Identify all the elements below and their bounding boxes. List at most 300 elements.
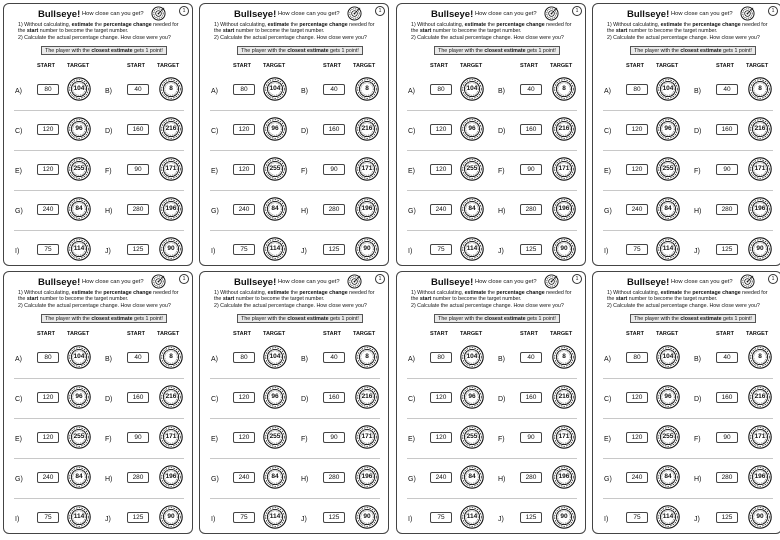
worksheet-title: Bullseye! [431,9,474,20]
target-value: 84 [271,205,279,212]
start-number-box: 75 [430,512,452,523]
target-value: 216 [165,393,177,400]
target-number [748,117,772,141]
target-value: 96 [75,125,83,132]
start-number-box: 75 [430,244,452,255]
problem-label: D) [694,396,702,403]
problem-row [397,339,585,379]
problem-label: C) [408,396,416,403]
problem-label: I) [211,248,216,255]
worksheet-subtitle: How close can you get? [671,11,733,17]
problem-label: A) [15,88,22,95]
problem-label: I) [408,516,413,523]
target-number [263,77,287,101]
target-value: 96 [468,125,476,132]
target-value: 255 [73,433,85,440]
problem-row [397,191,585,231]
problem-label: E) [15,168,22,175]
scoring-banner: The player with the closest estimate gets 1 point! [237,314,363,323]
start-number-box: 120 [430,392,452,403]
problem-label: F) [498,168,505,175]
instruction-2: 2) Calculate the actual percentage change. How close were you? [214,35,367,41]
problem-row [4,231,192,266]
problem-label: E) [211,168,218,175]
problem-label: H) [301,208,309,215]
target-number [67,237,91,261]
start-number-box: 80 [37,84,59,95]
target-number [656,385,680,409]
target-number [748,77,772,101]
start-number-box: 90 [127,164,149,175]
problem-row [593,231,780,266]
problem-label: J) [694,248,700,255]
target-number [355,77,379,101]
target-value: 104 [466,353,478,360]
problem-label: I) [211,516,216,523]
target-value: 8 [365,85,369,92]
problem-label: B) [694,88,701,95]
problem-label: J) [105,248,111,255]
card-number-badge: 1 [375,6,385,16]
target-value: 8 [169,353,173,360]
target-value: 114 [73,245,85,252]
target-icon [544,274,559,289]
start-number-box: 90 [716,432,738,443]
start-number-box: 40 [323,352,345,363]
problem-label: E) [604,436,611,443]
problem-row [200,499,388,534]
target-number [748,425,772,449]
target-value: 8 [365,353,369,360]
target-value: 90 [363,245,371,252]
problem-label: G) [15,208,23,215]
target-number [263,157,287,181]
problem-row [593,151,780,191]
problem-label: F) [105,168,112,175]
card-number-badge: 1 [179,274,189,284]
problem-label: I) [604,248,609,255]
target-value: 255 [73,165,85,172]
card-number-badge: 1 [375,274,385,284]
start-number-box: 240 [430,472,452,483]
problem-row [4,151,192,191]
problem-row [593,379,780,419]
target-value: 114 [269,513,281,520]
problem-label: D) [498,396,506,403]
start-number-box: 160 [323,392,345,403]
start-number-box: 160 [323,124,345,135]
problem-label: H) [694,476,702,483]
target-number [748,197,772,221]
problem-label: F) [498,436,505,443]
start-number-box: 90 [520,164,542,175]
target-number [460,505,484,529]
target-number [263,505,287,529]
problem-label: D) [301,128,309,135]
problem-label: B) [301,356,308,363]
target-number [552,425,576,449]
target-number [159,425,183,449]
target-number [552,197,576,221]
instruction-1: 1) Without calculating, estimate the percentage change needed for [607,290,768,296]
scoring-banner: The player with the closest estimate gets 1 point! [434,314,560,323]
start-number-box: 280 [520,204,542,215]
worksheet-title: Bullseye! [627,277,670,288]
column-header-start: START [430,331,448,337]
start-number-box: 160 [716,124,738,135]
start-number-box: 125 [127,512,149,523]
start-number-box: 40 [716,84,738,95]
target-icon [151,274,166,289]
target-value: 84 [664,205,672,212]
problem-row [200,339,388,379]
target-number [159,345,183,369]
problem-row [397,231,585,266]
column-header-start: START [233,331,251,337]
target-number [460,77,484,101]
target-number [460,425,484,449]
problem-label: D) [498,128,506,135]
scoring-banner: The player with the closest estimate gets 1 point! [630,46,756,55]
column-header-target: TARGET [263,63,286,69]
start-number-box: 75 [626,512,648,523]
target-value: 171 [754,433,766,440]
instruction-2: 2) Calculate the actual percentage change. How close were you? [607,35,760,41]
instruction-2: 2) Calculate the actual percentage change. How close were you? [214,303,367,309]
card-number-badge: 1 [768,6,778,16]
target-value: 96 [271,125,279,132]
worksheet-card [592,271,780,534]
column-header-target: TARGET [353,331,376,337]
target-value: 196 [361,473,373,480]
start-number-box: 90 [127,432,149,443]
problem-label: G) [15,476,23,483]
start-number-box: 120 [430,164,452,175]
target-value: 216 [165,125,177,132]
problem-label: C) [408,128,416,135]
target-value: 255 [466,165,478,172]
start-number-box: 125 [716,244,738,255]
problem-label: C) [211,128,219,135]
column-header-start: START [716,63,734,69]
problem-row [593,339,780,379]
problem-label: F) [694,436,701,443]
target-value: 90 [756,245,764,252]
start-number-box: 40 [520,352,542,363]
problem-label: C) [15,128,23,135]
start-number-box: 280 [323,472,345,483]
worksheet-subtitle: How close can you get? [82,279,144,285]
target-value: 90 [560,513,568,520]
target-number [355,345,379,369]
problem-row [397,419,585,459]
problem-label: C) [211,396,219,403]
worksheet-title: Bullseye! [234,277,277,288]
target-number [355,425,379,449]
target-value: 216 [754,393,766,400]
target-number [67,345,91,369]
column-header-start: START [430,63,448,69]
problem-label: I) [15,248,20,255]
target-number [67,117,91,141]
problem-label: A) [604,88,611,95]
start-number-box: 120 [626,124,648,135]
target-value: 8 [758,85,762,92]
worksheet-card [3,271,193,534]
target-number [552,157,576,181]
target-value: 196 [558,205,570,212]
target-number [552,77,576,101]
target-number [263,345,287,369]
target-value: 216 [754,125,766,132]
target-number [355,157,379,181]
start-number-box: 80 [626,352,648,363]
target-value: 216 [361,393,373,400]
start-number-box: 240 [626,204,648,215]
target-value: 96 [664,125,672,132]
start-number-box: 240 [626,472,648,483]
problem-row [200,419,388,459]
problem-label: A) [15,356,22,363]
instruction-1-continued: the start number to become the target number. [18,28,129,34]
problem-label: E) [604,168,611,175]
target-number [159,237,183,261]
instruction-1: 1) Without calculating, estimate the percentage change needed for [214,22,375,28]
target-value: 90 [167,245,175,252]
target-number [552,385,576,409]
target-value: 8 [758,353,762,360]
start-number-box: 80 [233,84,255,95]
worksheet-card [396,3,586,266]
target-value: 114 [73,513,85,520]
start-number-box: 120 [430,124,452,135]
target-number [460,157,484,181]
target-number [460,345,484,369]
start-number-box: 40 [520,84,542,95]
target-value: 196 [754,205,766,212]
scoring-banner: The player with the closest estimate gets 1 point! [41,314,167,323]
column-header-target: TARGET [353,63,376,69]
problem-label: F) [105,436,112,443]
start-number-box: 125 [127,244,149,255]
column-header-start: START [716,331,734,337]
target-value: 171 [165,433,177,440]
instruction-1: 1) Without calculating, estimate the percentage change needed for [607,22,768,28]
target-value: 90 [560,245,568,252]
problem-label: H) [694,208,702,215]
target-value: 114 [466,245,478,252]
column-header-target: TARGET [746,331,769,337]
target-value: 171 [165,165,177,172]
worksheet-subtitle: How close can you get? [82,11,144,17]
target-value: 104 [269,353,281,360]
start-number-box: 80 [233,352,255,363]
instruction-1-continued: the start number to become the target number. [607,296,718,302]
start-number-box: 120 [233,392,255,403]
start-number-box: 160 [127,124,149,135]
column-header-target: TARGET [550,63,573,69]
target-value: 171 [558,165,570,172]
start-number-box: 75 [233,512,255,523]
start-number-box: 120 [233,432,255,443]
target-number [67,505,91,529]
problem-label: A) [604,356,611,363]
problem-row [200,71,388,111]
target-number [656,345,680,369]
target-icon [544,6,559,21]
target-number [159,77,183,101]
column-header-start: START [37,63,55,69]
start-number-box: 280 [716,204,738,215]
target-value: 8 [562,353,566,360]
scoring-banner: The player with the closest estimate gets 1 point! [237,46,363,55]
target-value: 255 [269,165,281,172]
target-value: 196 [361,205,373,212]
problem-row [200,191,388,231]
start-number-box: 120 [37,164,59,175]
problem-label: G) [408,208,416,215]
target-value: 104 [269,85,281,92]
target-value: 216 [361,125,373,132]
problem-label: G) [211,476,219,483]
column-header-start: START [323,331,341,337]
start-number-box: 80 [430,352,452,363]
target-number [159,157,183,181]
problem-label: A) [408,88,415,95]
start-number-box: 120 [233,124,255,135]
problem-label: E) [408,436,415,443]
instruction-1-continued: the start number to become the target number. [607,28,718,34]
problem-label: J) [301,516,307,523]
start-number-box: 90 [323,432,345,443]
worksheet-subtitle: How close can you get? [278,11,340,17]
scoring-banner: The player with the closest estimate gets 1 point! [434,46,560,55]
target-value: 104 [662,85,674,92]
target-value: 171 [361,433,373,440]
target-value: 114 [466,513,478,520]
instruction-1: 1) Without calculating, estimate the percentage change needed for [214,290,375,296]
problem-label: B) [694,356,701,363]
problem-label: G) [604,476,612,483]
start-number-box: 125 [520,512,542,523]
start-number-box: 90 [323,164,345,175]
target-number [355,197,379,221]
start-number-box: 75 [37,244,59,255]
problem-row [4,419,192,459]
target-value: 255 [466,433,478,440]
instruction-1-continued: the start number to become the target number. [411,296,522,302]
target-icon [151,6,166,21]
problem-label: J) [105,516,111,523]
problem-label: J) [498,516,504,523]
target-number [748,237,772,261]
target-value: 84 [271,473,279,480]
target-number [656,77,680,101]
column-header-target: TARGET [263,331,286,337]
target-number [159,117,183,141]
column-header-target: TARGET [746,63,769,69]
instruction-1: 1) Without calculating, estimate the percentage change needed for [411,22,572,28]
problem-label: D) [105,128,113,135]
column-header-start: START [323,63,341,69]
start-number-box: 240 [430,204,452,215]
target-value: 84 [468,473,476,480]
target-number [748,465,772,489]
start-number-box: 80 [626,84,648,95]
target-number [67,197,91,221]
instruction-1: 1) Without calculating, estimate the percentage change needed for [18,290,179,296]
problem-label: C) [604,396,612,403]
start-number-box: 80 [430,84,452,95]
problem-label: G) [211,208,219,215]
column-header-target: TARGET [460,63,483,69]
start-number-box: 75 [233,244,255,255]
column-header-target: TARGET [656,63,679,69]
target-number [67,425,91,449]
start-number-box: 120 [37,432,59,443]
problem-label: G) [408,476,416,483]
target-number [656,237,680,261]
target-number [552,505,576,529]
target-value: 104 [73,85,85,92]
target-number [355,117,379,141]
target-value: 171 [754,165,766,172]
column-header-start: START [127,63,145,69]
target-value: 90 [756,513,764,520]
problem-label: B) [105,88,112,95]
target-number [159,197,183,221]
start-number-box: 40 [323,84,345,95]
target-number [748,505,772,529]
target-value: 96 [664,393,672,400]
target-value: 104 [662,353,674,360]
problem-row [397,151,585,191]
problem-row [200,111,388,151]
problem-row [4,339,192,379]
target-value: 196 [165,205,177,212]
target-value: 171 [361,165,373,172]
problem-label: D) [301,396,309,403]
problem-row [4,71,192,111]
column-header-start: START [626,331,644,337]
problem-label: B) [498,88,505,95]
column-header-start: START [520,331,538,337]
column-header-start: START [520,63,538,69]
target-value: 196 [754,473,766,480]
start-number-box: 75 [37,512,59,523]
column-header-start: START [626,63,644,69]
start-number-box: 40 [127,352,149,363]
target-value: 255 [269,433,281,440]
start-number-box: 120 [233,164,255,175]
problem-label: D) [105,396,113,403]
start-number-box: 240 [37,204,59,215]
target-number [67,385,91,409]
worksheet-subtitle: How close can you get? [278,279,340,285]
worksheet-subtitle: How close can you get? [475,279,537,285]
target-number [656,465,680,489]
problem-row [593,459,780,499]
target-value: 84 [75,205,83,212]
target-number [355,505,379,529]
target-number [159,385,183,409]
worksheet-card [3,3,193,266]
start-number-box: 280 [323,204,345,215]
start-number-box: 40 [716,352,738,363]
card-number-badge: 1 [179,6,189,16]
target-value: 8 [562,85,566,92]
problem-label: E) [408,168,415,175]
